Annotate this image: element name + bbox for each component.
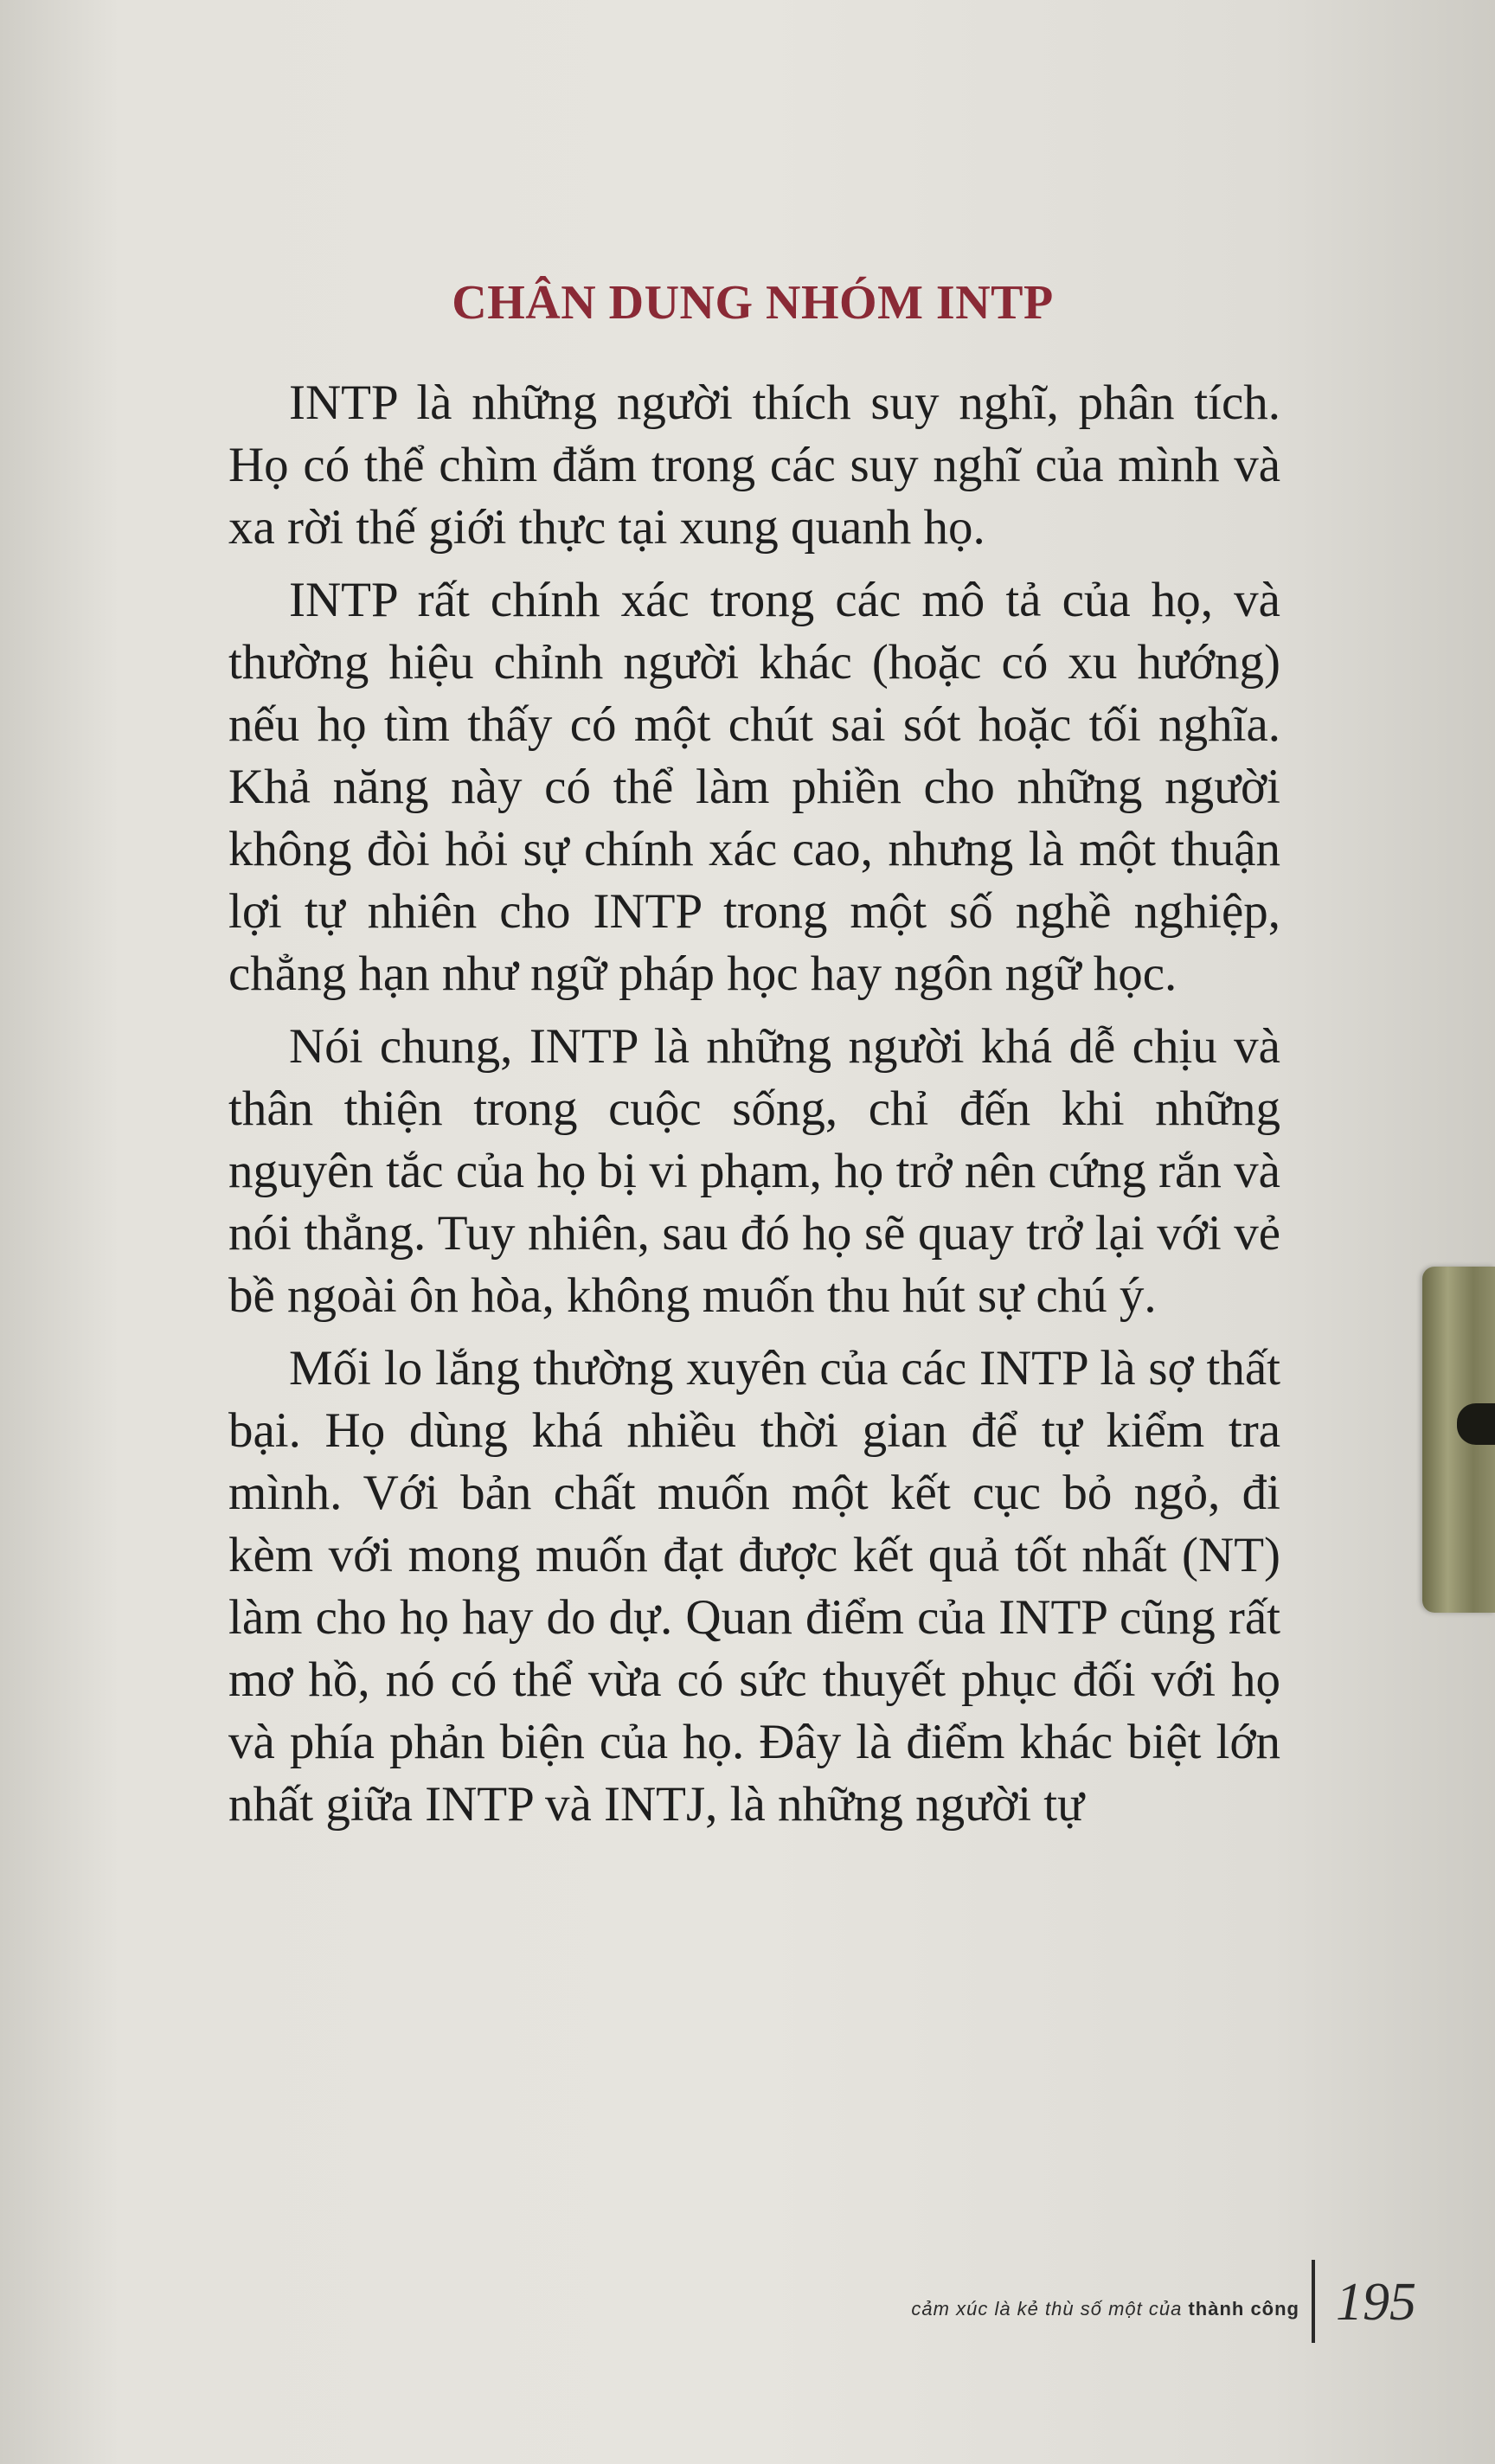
paragraph-3: Nói chung, INTP là những người khá dễ chịu và thân thiện trong cuộc sống, chỉ đến khi những nguyên tắc của họ bị vi phạm, họ trở nên cứng rắn và nói thẳng. Tuy nhiên, sau đó họ sẽ quay trở lại với vẻ bề ngoài ôn hòa, không muốn thu hút sự chú ý. [228, 1019, 1280, 1323]
footer-divider [1312, 2260, 1315, 2343]
bookmark-notch [1457, 1403, 1495, 1445]
body-text [228, 372, 1280, 1846]
paragraph-1: INTP là những người thích suy nghĩ, phân tích. Họ có thể chìm đắm trong các suy nghĩ của mình và xa rời thế giới thực tại xung quanh họ. [228, 375, 1280, 555]
running-title [911, 2298, 1299, 2320]
running-title-bold: thành công [1188, 2298, 1299, 2320]
page-number: 195 [1336, 2273, 1416, 2332]
section-heading: CHÂN DUNG NHÓM INTP [452, 276, 1054, 330]
paragraph-4: Mối lo lắng thường xuyên của các INTP là sợ thất bại. Họ dùng khá nhiều thời gian để tự kiểm tra mình. Với bản chất muốn một kết cục bỏ ngỏ, đi kèm với mong muốn đạt được kết quả tốt nhất (NT) làm cho họ hay do dự. Quan điểm của INTP cũng rất mơ hồ, nó có thể vừa có sức thuyết phục đối với họ và phía phản biện của họ. Đây là điểm khác biệt lớn nhất giữa INTP và INTJ, là những người tự [228, 1341, 1280, 1832]
page-footer [0, 2260, 1495, 2346]
bookmark-tab [1422, 1267, 1495, 1613]
running-title-text: cảm xúc là kẻ thù số một của [911, 2298, 1183, 2320]
paragraph-2: INTP rất chính xác trong các mô tả của họ, và thường hiệu chỉnh người khác (hoặc có xu hướng) nếu họ tìm thấy có một chút sai sót hoặc tối nghĩa. Khả năng này có thể làm phiền cho những người không đòi hỏi sự chính xác cao, nhưng là một thuận lợi tự nhiên cho INTP trong một số nghề nghiệp, chẳng hạn như ngữ pháp học hay ngôn ngữ học. [228, 573, 1280, 1001]
